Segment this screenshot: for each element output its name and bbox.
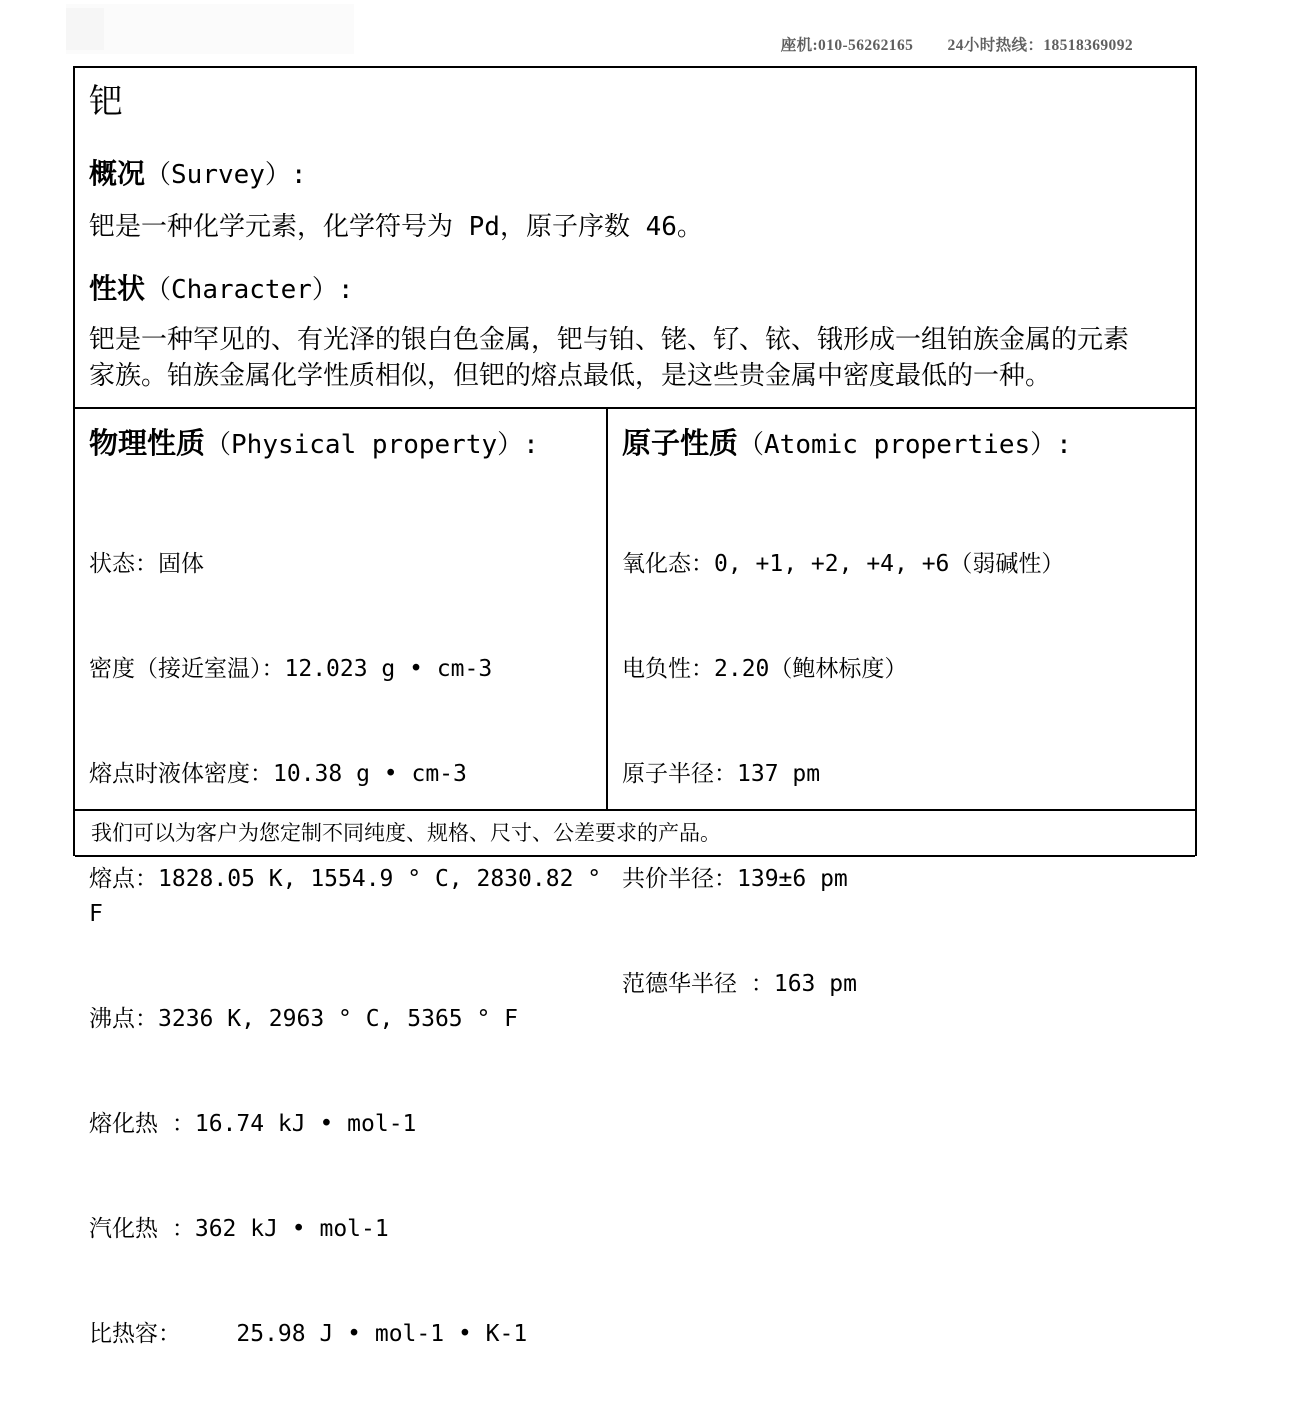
character-heading-en: （Character）: [145, 275, 354, 305]
atomic-properties-heading [622, 425, 1195, 463]
survey-heading [89, 156, 1181, 193]
physical-property-line: 密度（接近室温）：12.023 g • cm-3 [89, 656, 493, 682]
character-heading [89, 271, 1181, 308]
contact-hotline: 24小时热线：18518369092 [947, 37, 1133, 54]
physical-heading-zh: 物理性质 [89, 426, 206, 460]
physical-property-line: 比热容： 25.98 J • mol-1 • K-1 [89, 1321, 528, 1347]
atomic-properties-cell [608, 409, 1195, 997]
physical-property-line: 熔点时液体密度：10.38 g • cm-3 [89, 761, 467, 787]
page-title: 钯 [89, 82, 123, 122]
physical-property-line: 沸点：3236 K, 2963 ° C, 5365 ° F [89, 1006, 519, 1032]
physical-properties-heading [89, 425, 606, 463]
physical-property-line: 熔点：1828.05 K, 1554.9 ° C, 2830.82 ° F [89, 866, 615, 927]
atomic-property-line: 范德华半径 ：163 pm [622, 971, 857, 997]
physical-heading-en: （Physical property）: [205, 430, 539, 460]
physical-property-line: 熔化热 ：16.74 kJ • mol-1 [89, 1111, 417, 1137]
physical-property-line: 状态：固体 [89, 551, 204, 577]
atomic-property-line: 共价半径：139±6 pm [622, 866, 848, 892]
atomic-property-line: 原子半径：137 pm [622, 761, 821, 787]
product-info-table [73, 66, 1197, 1347]
physical-property-line: 汽化热 ：362 kJ • mol-1 [89, 1216, 389, 1242]
contact-landline: 座机:010-56262165 [780, 37, 914, 54]
survey-heading-zh: 概况 [89, 157, 146, 190]
survey-text: 钯是一种化学元素，化学符号为 Pd，原子序数 46。 [89, 212, 703, 242]
character-heading-zh: 性状 [89, 272, 146, 305]
character-text: 钯是一种罕见的、有光泽的银白色金属，钯与铂、铑、钌、铱、锇形成一组铂族金属的元素家族。铂族金属化学性质相似，但钯的熔点最低，是这些贵金属中密度最低的一种。 [89, 325, 1130, 391]
atomic-heading-en: （Atomic properties）: [738, 430, 1072, 460]
atomic-property-line: 电负性：2.20（鲍林标度） [622, 656, 908, 682]
physical-properties-list [89, 477, 615, 1422]
atomic-property-line: 氧化态：0, +1, +2, +4, +6（弱碱性） [622, 551, 1065, 577]
custom-note-text: 我们可以为客户为您定制不同纯度、规格、尺寸、公差要求的产品。 [91, 821, 721, 845]
contact-header [781, 33, 1133, 55]
atomic-heading-zh: 原子性质 [622, 426, 739, 460]
survey-heading-en: （Survey）: [145, 160, 307, 190]
logo-mark [66, 8, 104, 50]
logo-placeholder [66, 4, 354, 54]
overview-section [75, 82, 1195, 409]
atomic-properties-list [622, 477, 1188, 1072]
